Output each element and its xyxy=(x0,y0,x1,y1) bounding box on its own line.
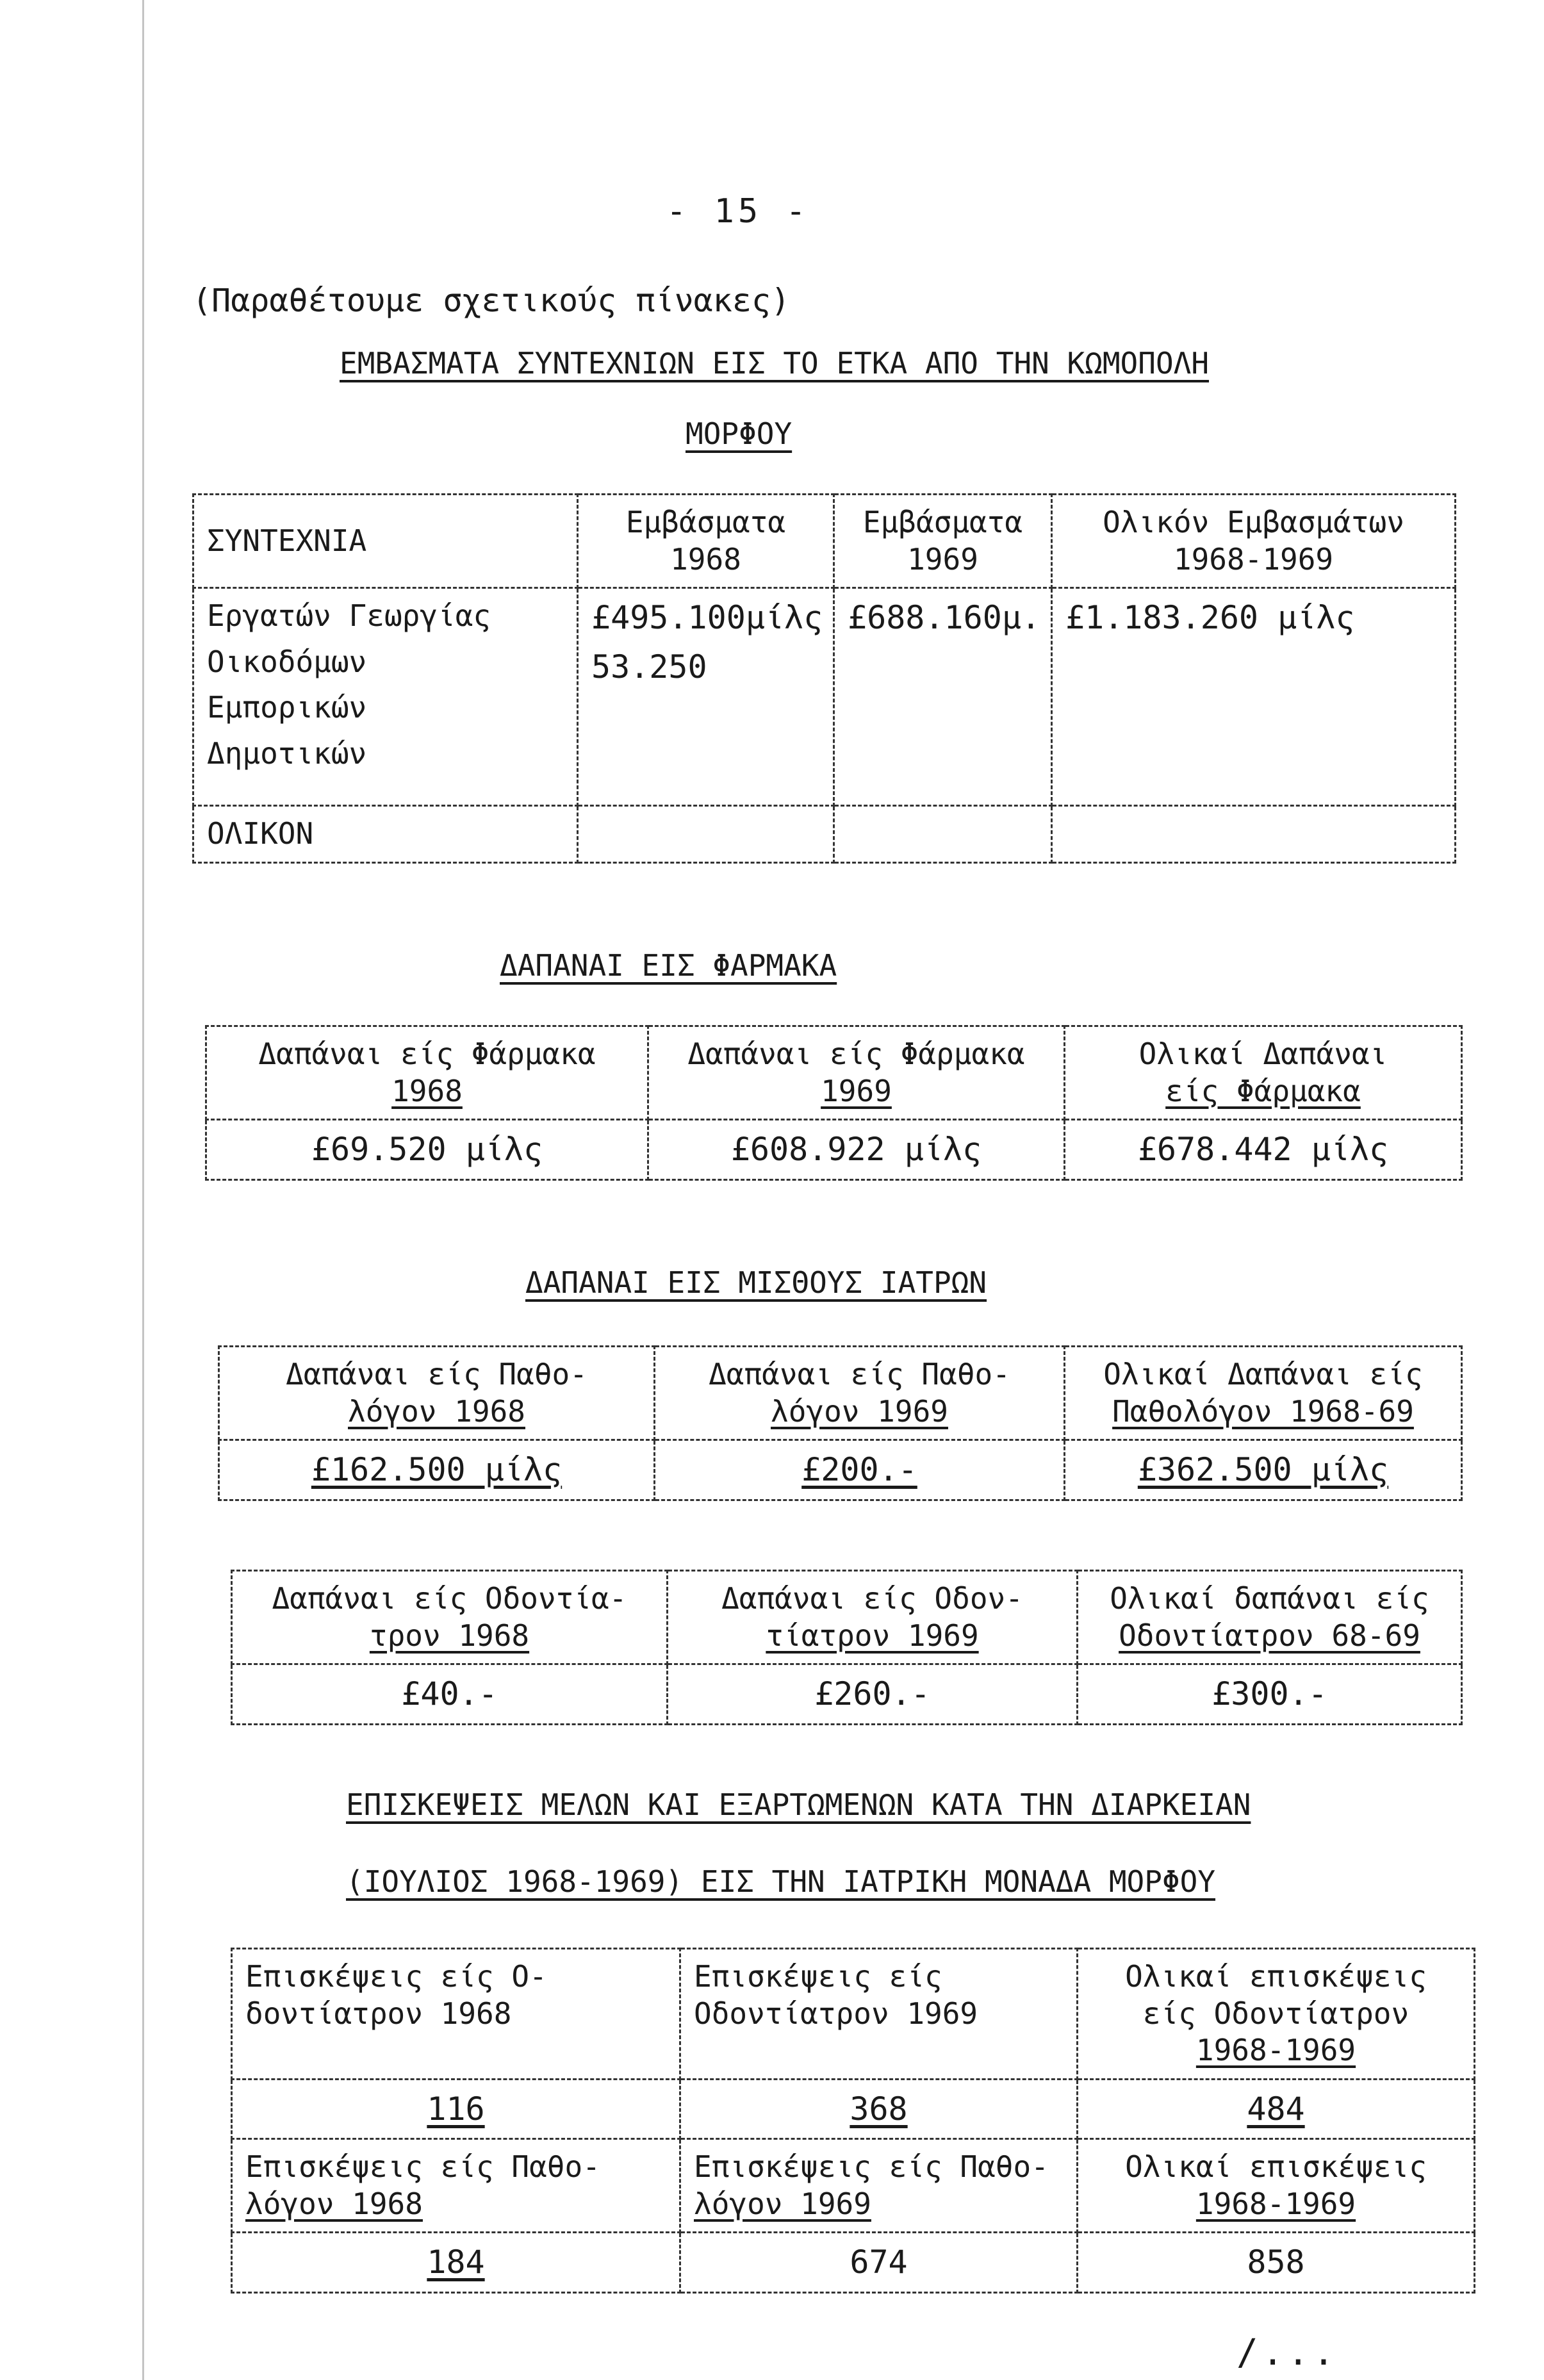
table-header-row xyxy=(232,1949,1475,2080)
header-cell: Ολικαί Δαπάναι είς Παθολόγον 1968-69 xyxy=(1065,1347,1462,1440)
table-row xyxy=(232,1664,1462,1725)
section3-title: ΔΑΠΑΝΑΙ ΕΙΣ ΜΙΣΘΟΥΣ ΙΑΤΡΩΝ xyxy=(525,1265,987,1300)
table-header-row xyxy=(232,1571,1462,1664)
value-cell: £300.- xyxy=(1078,1664,1462,1725)
value-cell: 674 xyxy=(680,2233,1078,2293)
value-cell: 858 xyxy=(1078,2233,1475,2293)
page-number: - 15 - xyxy=(666,192,810,231)
pharmacy-expenses-table xyxy=(205,1025,1463,1181)
value-cell: £200.- xyxy=(655,1440,1065,1500)
section1-title-line1: ΕΜΒΑΣΜΑΤΑ ΣΥΝΤΕΧΝΙΩΝ ΕΙΣ ΤΟ ΕΤΚΑ ΑΠΟ ΤΗΝ ΚΩΜΟΠΟΛΗ xyxy=(340,346,1210,381)
table-header-row xyxy=(206,1026,1462,1120)
value-cell: £162.500 μίλς xyxy=(219,1440,655,1500)
header-cell: Ολικόν Εμβασμάτων 1968-1969 xyxy=(1052,495,1456,588)
table-row xyxy=(193,588,1456,806)
scan-margin-line xyxy=(142,0,144,2380)
table-header-row xyxy=(219,1347,1462,1440)
values-total-cell: £1.183.260 μίλς xyxy=(1052,588,1456,806)
total-cell xyxy=(578,806,834,863)
header-cell: Εμβάσματα 1968 xyxy=(578,495,834,588)
value-cell: 484 xyxy=(1078,2079,1475,2139)
value-cell: £608.922 μίλς xyxy=(648,1120,1065,1180)
header-cell: Επισκέψεις είς Οδοντίατρον 1969 xyxy=(680,1949,1078,2080)
value-cell: £678.442 μίλς xyxy=(1065,1120,1462,1180)
header-cell: Επισκέψεις είς Ο- δοντίατρον 1968 xyxy=(232,1949,680,2080)
value-cell: 184 xyxy=(232,2233,680,2293)
table-header-row xyxy=(232,2139,1475,2233)
table-header-row xyxy=(193,495,1456,588)
table-row xyxy=(232,2233,1475,2293)
section4-title-line1: ΕΠΙΣΚΕΨΕΙΣ ΜΕΛΩΝ ΚΑΙ ΕΞΑΡΤΩΜΕΝΩΝ ΚΑΤΑ ΤΗΝ ΔΙΑΡΚΕΙΑΝ xyxy=(346,1787,1251,1822)
header-cell: Ολικαί δαπάναι είς Οδοντίατρον 68-69 xyxy=(1078,1571,1462,1664)
value-cell: £40.- xyxy=(232,1664,668,1725)
header-cell: Επισκέψεις είς Παθο- λόγον 1969 xyxy=(680,2139,1078,2233)
value-cell: £69.520 μίλς xyxy=(206,1120,648,1180)
values-1968-cell: £495.100μίλς 53.250 xyxy=(578,588,834,806)
table-row xyxy=(232,2079,1475,2139)
header-cell: Δαπάναι είς Παθο- λόγον 1969 xyxy=(655,1347,1065,1440)
header-cell: Δαπάναι είς Παθο- λόγον 1968 xyxy=(219,1347,655,1440)
section4-title-line2: (ΙΟΥΛΙΟΣ 1968-1969) ΕΙΣ ΤΗΝ ΙΑΤΡΙΚΗ ΜΟΝΑΔΑ ΜΟΡΦΟΥ xyxy=(346,1864,1216,1899)
section2-title: ΔΑΠΑΝΑΙ ΕΙΣ ΦΑΡΜΑΚΑ xyxy=(500,948,837,983)
header-cell: Ολικαί επισκέψεις 1968-1969 xyxy=(1078,2139,1475,2233)
total-cell xyxy=(834,806,1052,863)
visits-table xyxy=(231,1948,1475,2294)
value-cell: 116 xyxy=(232,2079,680,2139)
pathologist-salary-table xyxy=(218,1345,1463,1501)
remittances-table xyxy=(192,493,1456,864)
header-cell: Δαπάναι είς Φάρμακα 1968 xyxy=(206,1026,648,1120)
header-cell: Εμβάσματα 1969 xyxy=(834,495,1052,588)
table-row xyxy=(206,1120,1462,1180)
section1-title-line2: ΜΟΡΦΟΥ xyxy=(686,416,793,451)
header-cell: Ολικαί επισκέψεις είς Οδοντίατρον 1968-1969 xyxy=(1078,1949,1475,2080)
values-1969-cell: £688.160μ. xyxy=(834,588,1052,806)
header-cell: Επισκέψεις είς Παθο- λόγον 1968 xyxy=(232,2139,680,2233)
total-label-cell: ΟΛΙΚΟΝ xyxy=(193,806,578,863)
header-cell: Ολικαί Δαπάναι είς Φάρμακα xyxy=(1065,1026,1462,1120)
dentist-salary-table xyxy=(231,1570,1463,1725)
row-names-cell: Εργατών Γεωργίας Οικοδόμων Εμπορικών Δημοτικών xyxy=(193,588,578,806)
continuation-mark: /... xyxy=(1236,2332,1338,2374)
table-row xyxy=(219,1440,1462,1500)
header-cell: Δαπάναι είς Οδοντία- τρον 1968 xyxy=(232,1571,668,1664)
intro-text: (Παραθέτουμε σχετικούς πίνακες) xyxy=(192,282,791,319)
value-cell: £260.- xyxy=(668,1664,1078,1725)
header-cell: Δαπάναι είς Οδον- τίατρον 1969 xyxy=(668,1571,1078,1664)
total-cell xyxy=(1052,806,1456,863)
value-cell: £362.500 μίλς xyxy=(1065,1440,1462,1500)
header-cell: ΣΥΝΤΕΧΝΙΑ xyxy=(193,495,578,588)
header-cell: Δαπάναι είς Φάρμακα 1969 xyxy=(648,1026,1065,1120)
value-cell: 368 xyxy=(680,2079,1078,2139)
table-total-row xyxy=(193,806,1456,863)
